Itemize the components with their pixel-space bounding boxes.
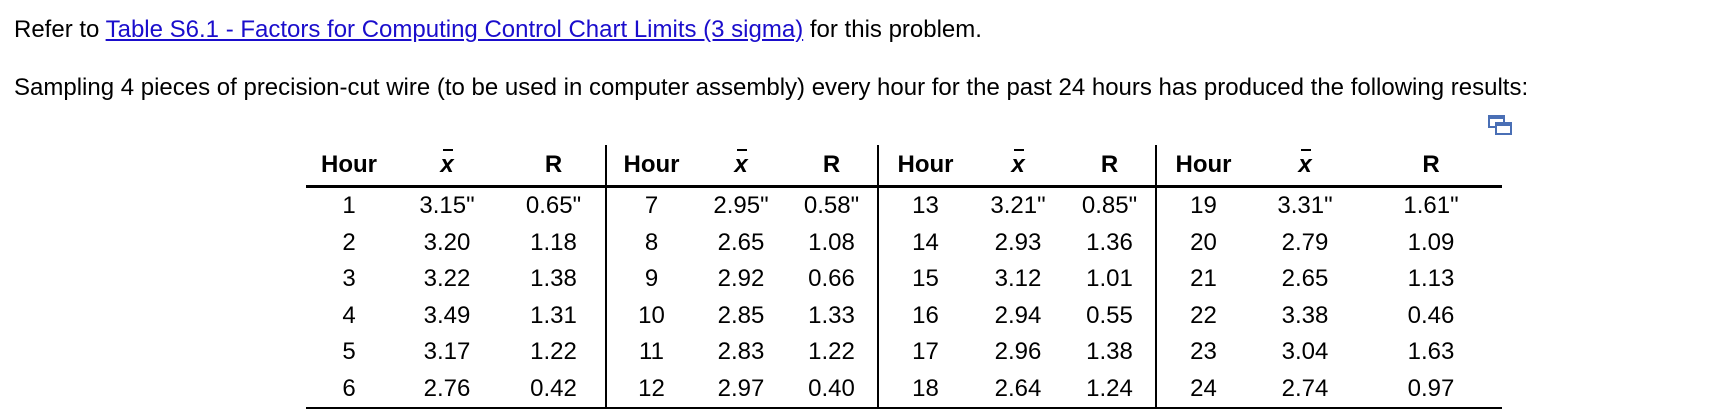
range-cell: 1.38 [530,265,577,293]
table-row [306,225,1502,262]
xbar-cell: 3.20 [423,228,471,256]
hour-cell: 15 [878,261,972,298]
table-row [306,371,1502,409]
hour-cell: 4 [342,301,356,329]
expand-window-icon[interactable] [1488,115,1512,135]
range-cell: 1.08 [808,228,855,256]
hour-cell: 17 [878,334,972,371]
hour-cell: 9 [606,261,696,298]
hour-cell: 22 [1156,298,1250,335]
hour-cell: 2 [342,228,356,256]
table-row [306,334,1502,371]
hour-cell: 19 [1156,187,1250,225]
hour-cell: 13 [878,187,972,225]
xbar-cell: 2.65 [1281,265,1329,293]
intro-line [14,16,982,44]
xbar-cell: 2.74 [1281,374,1329,402]
range-cell: 0.65" [525,192,582,220]
header-range: R [822,151,841,178]
xbar-cell: 2.97 [717,374,765,402]
range-cell: 1.01 [1086,265,1133,293]
range-cell: 1.24 [1086,374,1133,402]
hour-cell: 18 [878,371,972,409]
hour-cell: 8 [606,225,696,262]
table-row [306,261,1502,298]
header-hour: Hour [606,145,696,187]
header-hour: Hour [878,145,972,187]
range-cell: 1.38 [1086,338,1133,366]
xbar-symbol: x [440,151,454,178]
range-cell: 1.13 [1407,265,1455,293]
header-hour: Hour [1156,145,1250,187]
xbar-cell: 2.64 [994,374,1042,402]
header-xbar [696,145,786,187]
problem-text: Sampling 4 pieces of precision-cut wire (to be used in computer assembly) every hour for the past 24 hours has produced the following results: [14,74,1529,101]
header-range: R [1422,151,1440,178]
range-cell: 1.33 [808,301,855,329]
xbar-symbol: x [734,151,748,178]
hour-cell: 14 [878,225,972,262]
hour-cell: 21 [1156,261,1250,298]
table-row [306,187,1502,225]
range-cell: 1.63 [1407,338,1455,366]
table-row [306,298,1502,335]
range-cell: 1.22 [808,338,855,366]
hour-cell: 16 [878,298,972,335]
xbar-cell: 3.21" [990,192,1046,220]
range-cell: 0.40 [808,374,855,402]
header-xbar [1250,145,1360,187]
header-range: R [1100,151,1119,178]
range-cell: 1.36 [1086,228,1133,256]
xbar-cell: 2.65 [717,228,765,256]
intro-suffix: for this problem. [803,16,982,43]
xbar-cell: 2.95" [713,192,769,220]
xbar-cell: 3.17 [423,338,471,366]
xbar-cell: 3.49 [423,301,471,329]
range-cell: 1.18 [530,228,577,256]
xbar-cell: 2.92 [717,265,765,293]
range-cell: 0.42 [530,374,577,402]
xbar-cell: 3.31" [1277,192,1333,220]
range-cell: 1.09 [1407,228,1455,256]
hour-cell: 12 [606,371,696,409]
hour-cell: 23 [1156,334,1250,371]
range-cell: 0.85" [1081,192,1138,220]
range-cell: 0.55 [1086,301,1133,329]
range-cell: 1.31 [530,301,577,329]
hour-cell: 10 [606,298,696,335]
xbar-cell: 3.38 [1281,301,1329,329]
xbar-cell: 3.12 [994,265,1042,293]
xbar-cell: 3.04 [1281,338,1329,366]
header-row [306,145,1502,187]
hour-cell: 24 [1156,371,1250,409]
hour-cell: 5 [342,338,356,366]
range-cell: 0.46 [1407,301,1455,329]
xbar-cell: 2.83 [717,338,765,366]
hour-cell: 7 [606,187,696,225]
range-cell: 0.58" [803,192,860,220]
xbar-symbol: x [1011,151,1025,178]
hour-cell: 6 [342,374,356,402]
range-cell: 1.61" [1403,192,1459,220]
range-cell: 0.97 [1407,374,1455,402]
header-hour: Hour [321,151,377,178]
wire-sample-table [306,145,1502,409]
xbar-cell: 2.94 [994,301,1042,329]
hour-cell: 1 [342,192,356,220]
hour-cell: 11 [606,334,696,371]
header-range: R [544,151,563,178]
intro-prefix: Refer to [14,16,106,43]
hour-cell: 20 [1156,225,1250,262]
xbar-cell: 3.22 [423,265,471,293]
range-cell: 1.22 [530,338,577,366]
xbar-cell: 2.85 [717,301,765,329]
xbar-cell: 2.96 [994,338,1042,366]
header-xbar [392,145,502,187]
hour-cell: 3 [342,265,356,293]
xbar-symbol: x [1298,151,1312,178]
range-cell: 0.66 [808,265,855,293]
xbar-cell: 2.79 [1281,228,1329,256]
xbar-cell: 2.93 [994,228,1042,256]
table-s6-1-link[interactable]: Table S6.1 - Factors for Computing Control Chart Limits (3 sigma) [105,16,804,43]
xbar-cell: 2.76 [423,374,471,402]
header-xbar [972,145,1064,187]
xbar-cell: 3.15" [419,192,475,220]
